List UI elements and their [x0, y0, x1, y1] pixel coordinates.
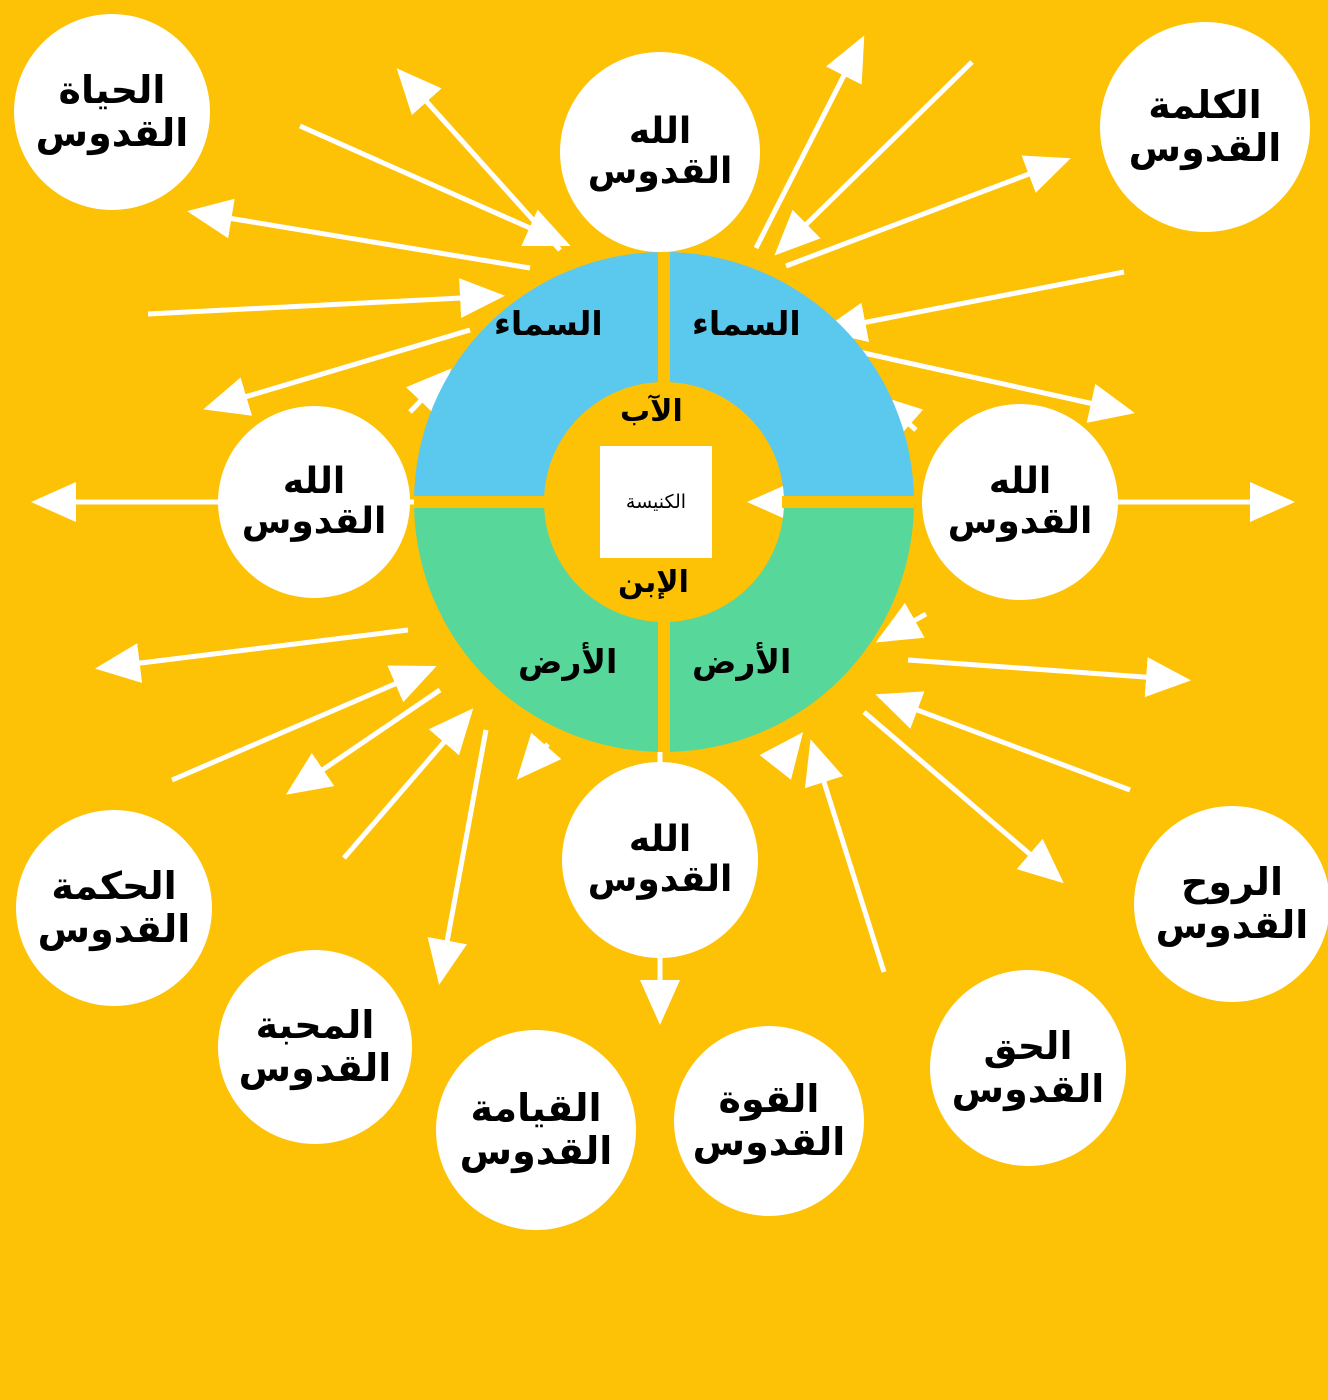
sky-label-right: السماء — [692, 304, 801, 343]
church-box — [600, 446, 712, 558]
center-ring — [414, 252, 914, 752]
church-label: الكنيسة — [625, 491, 687, 513]
node-line1: الله — [988, 460, 1052, 502]
node-line1: الله — [628, 110, 692, 152]
node-line1: الحق — [983, 1024, 1073, 1069]
node-line2: القدوس — [947, 501, 1093, 542]
node-god-bottom[interactable] — [562, 762, 758, 958]
sky-label-left: السماء — [494, 304, 603, 343]
node-line2: القدوس — [951, 1067, 1105, 1111]
node-power-bottom[interactable] — [674, 1026, 864, 1216]
node-line2: القدوس — [459, 1129, 613, 1173]
node-life-top-left[interactable] — [14, 14, 210, 210]
node-line2: القدوس — [238, 1046, 392, 1090]
node-line2: القدوس — [1155, 903, 1309, 947]
node-love-bottom-left[interactable] — [218, 950, 412, 1144]
node-line1: الحكمة — [51, 864, 177, 909]
earth-label-left: الأرض — [518, 642, 618, 681]
node-line2: القدوس — [1128, 126, 1282, 170]
node-line1: المحبة — [255, 1003, 375, 1048]
node-line2: القدوس — [587, 859, 733, 900]
node-line2: القدوس — [241, 501, 387, 542]
node-line1: الله — [282, 460, 346, 502]
son-label: الإبن — [618, 565, 689, 600]
node-truth-bottom-right[interactable] — [930, 970, 1126, 1166]
node-line1: القوة — [718, 1077, 820, 1122]
node-wisdom-left[interactable] — [16, 810, 212, 1006]
father-label: الآب — [620, 394, 683, 429]
node-line1: الله — [628, 818, 692, 860]
node-god-right[interactable] — [922, 404, 1118, 600]
node-line1: الروح — [1181, 860, 1283, 905]
node-god-top[interactable] — [560, 52, 760, 252]
node-god-left[interactable] — [218, 406, 410, 598]
node-line2: القدوس — [692, 1120, 846, 1164]
node-line1: الحياة — [58, 68, 166, 113]
node-line2: القدوس — [35, 111, 189, 155]
node-resurrection-bottom[interactable] — [436, 1030, 636, 1230]
node-line1: الكلمة — [1148, 83, 1262, 128]
node-line1: القيامة — [470, 1086, 602, 1131]
node-spirit-right[interactable] — [1134, 806, 1328, 1002]
node-line2: القدوس — [37, 907, 191, 951]
node-line2: القدوس — [587, 151, 733, 192]
earth-label-right: الأرض — [692, 642, 792, 681]
node-word-top-right[interactable] — [1100, 22, 1310, 232]
